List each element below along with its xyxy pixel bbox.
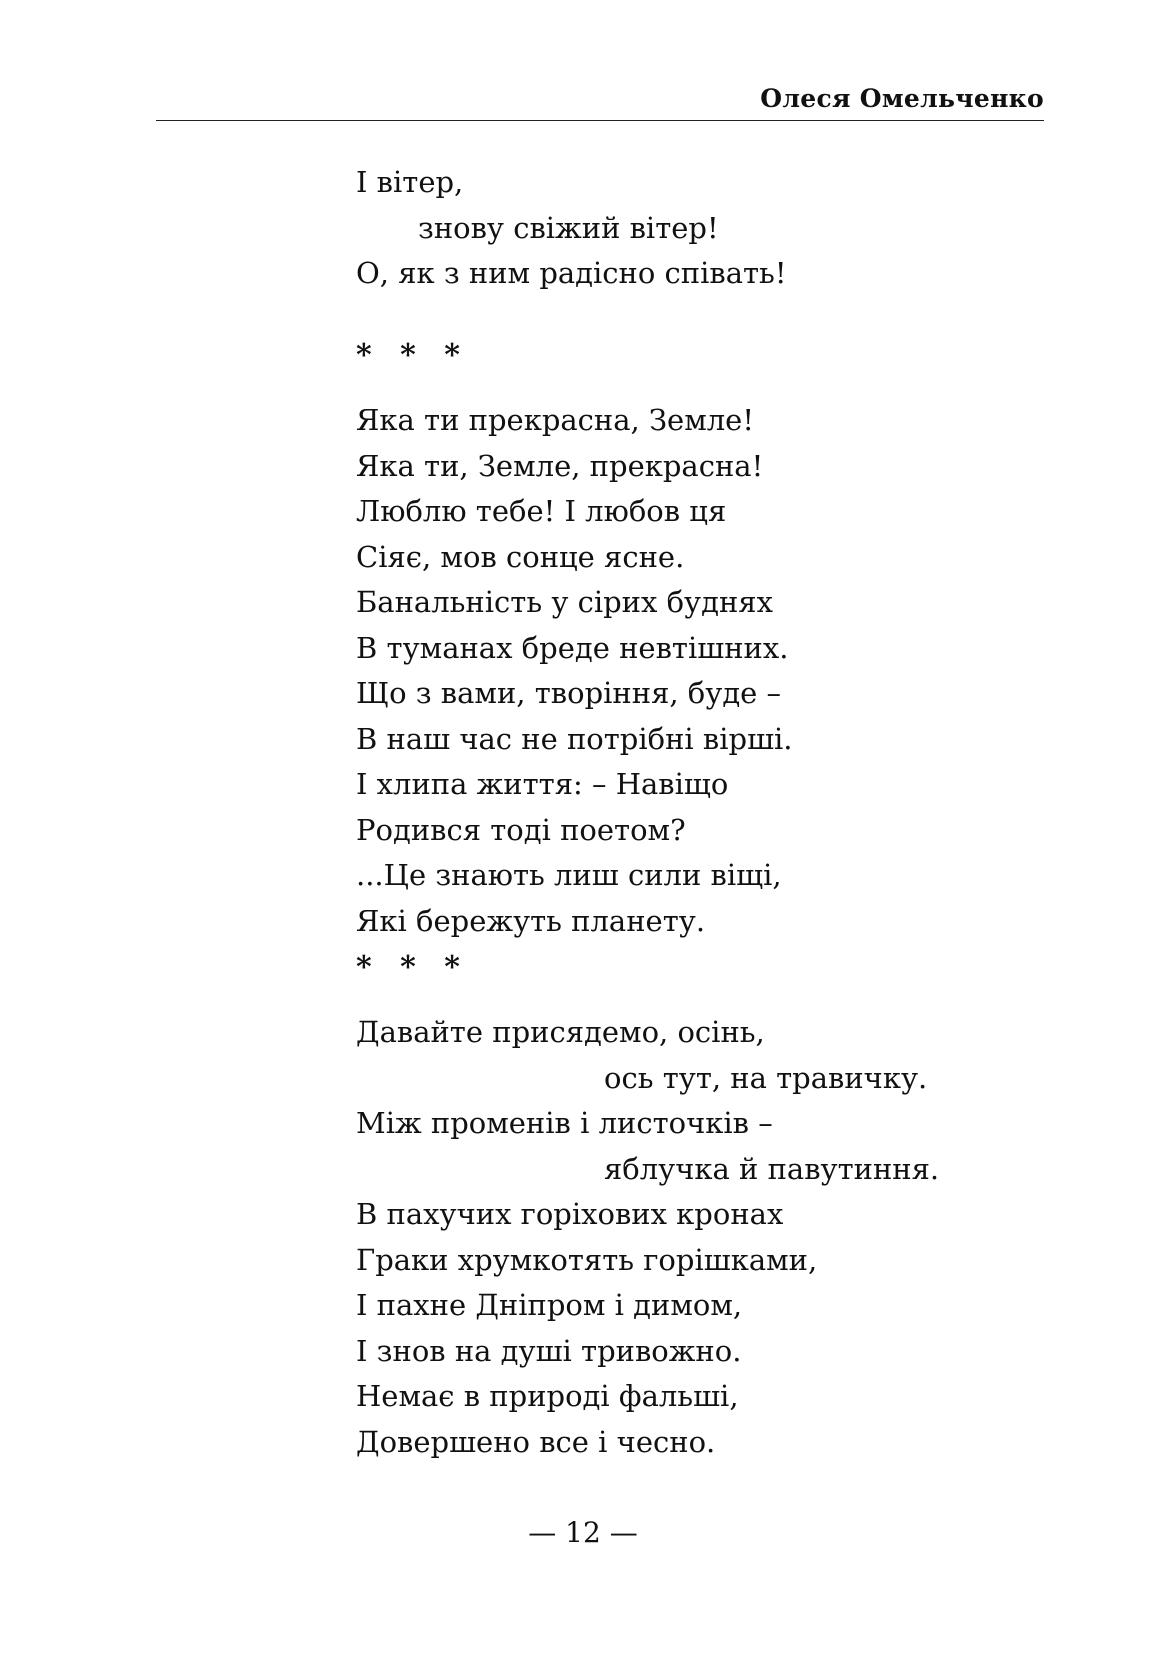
- poem-line: Люблю тебе! І любов ця: [356, 494, 727, 528]
- poem-line: Граки хрумкотять горішками,: [356, 1242, 818, 1277]
- poem-line: Які бережуть планету.: [356, 903, 706, 938]
- poem-line: І вітер,: [356, 165, 464, 199]
- poem-line: ...Це знають лиш сили віщі,: [356, 858, 782, 892]
- poem-earth: [356, 398, 1036, 944]
- page-number: — 12 —: [528, 1516, 638, 1549]
- poem-autumn: [356, 1010, 1036, 1465]
- poem-line: В пахучих горіхових кронах: [356, 1197, 784, 1231]
- poem-line: В наш час не потрібні вірші.: [356, 721, 793, 756]
- poem-fragment: [356, 160, 1036, 297]
- poem-line: Яка ти прекрасна, Земле!: [356, 403, 754, 437]
- poem-line: І пахне Дніпром і димом,: [356, 1288, 743, 1322]
- poem-line: Сіяє, мов сонце ясне.: [356, 539, 685, 574]
- poem-line: В туманах бреде невтішних.: [356, 630, 789, 665]
- running-header: [156, 82, 1044, 121]
- poem-line: знову свіжий вітер!: [418, 210, 719, 245]
- poem-line: Яка ти, Земле, прекрасна!: [356, 448, 764, 483]
- poem-line: Банальність у сірих буднях: [356, 585, 773, 619]
- poem-line: Давайте присядемо, осінь,: [356, 1015, 765, 1049]
- author-name: Олеся Омельченко: [760, 84, 1044, 113]
- poem-line: І хлипа життя: – Навіщо: [356, 767, 729, 801]
- poem-line: І знов на душі тривожно.: [356, 1333, 742, 1368]
- poem-line: О, як з ним радісно співать!: [356, 256, 787, 290]
- poem-line: яблучка й павутиння.: [604, 1151, 940, 1186]
- section-separator: * * *: [356, 338, 469, 373]
- poem-line: Що з вами, творіння, буде –: [356, 676, 782, 710]
- poem-line: Родився тоді поетом?: [356, 812, 686, 847]
- poem-line: Немає в природі фальші,: [356, 1379, 739, 1413]
- section-separator: * * *: [356, 950, 469, 985]
- poem-line: ось тут, на травичку.: [604, 1060, 928, 1095]
- poem-line: Між променів і листочків –: [356, 1106, 773, 1140]
- poem-line: Довершено все і чесно.: [356, 1424, 716, 1459]
